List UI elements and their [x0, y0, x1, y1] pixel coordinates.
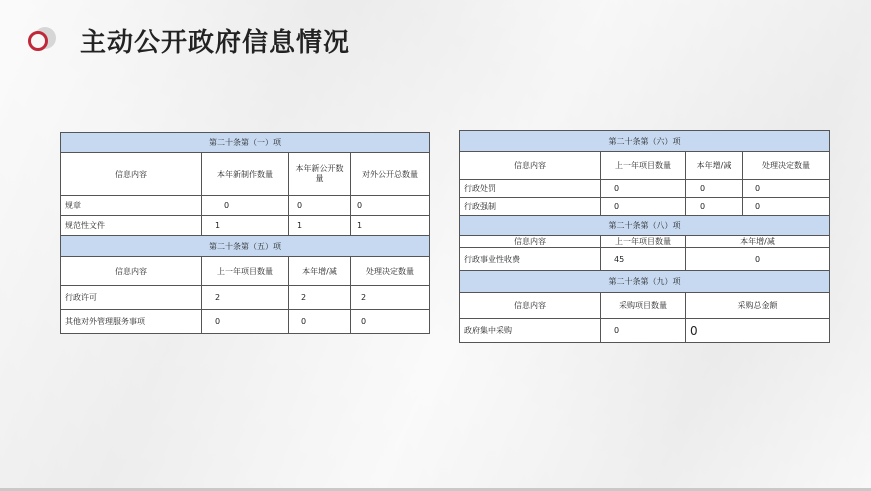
table-cell: 2: [202, 286, 289, 310]
table-cell: 2: [289, 286, 351, 310]
left-disclosure-table: [60, 132, 430, 334]
table-cell: 规章: [61, 196, 202, 216]
table-cell: 行政强制: [460, 198, 601, 216]
table-cell: 0: [202, 310, 289, 334]
column-header: 信息内容: [61, 257, 202, 286]
column-header: 处理决定数量: [351, 257, 430, 286]
table-cell: 45: [601, 248, 686, 271]
column-header: 信息内容: [460, 236, 601, 248]
page-title: 主动公开政府信息情况: [80, 27, 351, 58]
table-row: [61, 286, 430, 310]
table-cell: 2: [351, 286, 430, 310]
table-cell: 1: [289, 216, 351, 236]
section-title: 第二十条第（五）项: [61, 236, 430, 257]
table-row: [460, 180, 830, 198]
column-header: 信息内容: [61, 153, 202, 196]
column-header: 处理决定数量: [743, 152, 830, 180]
table-cell: 0: [601, 198, 686, 216]
table-cell: 政府集中采购: [460, 319, 601, 343]
column-header: 上一年项目数量: [601, 152, 686, 180]
page-header: [26, 22, 350, 58]
table-cell: 行政处罚: [460, 180, 601, 198]
table-cell: 0: [686, 198, 743, 216]
table-cell: 1: [202, 216, 289, 236]
table-row: [61, 216, 430, 236]
table-cell: 规范性文件: [61, 216, 202, 236]
section-title: 第二十条第（八）项: [460, 216, 830, 236]
column-header: 本年新制作数量: [202, 153, 289, 196]
table-cell: 其他对外管理服务事项: [61, 310, 202, 334]
table-cell: 0: [601, 319, 686, 343]
table-cell: 行政事业性收费: [460, 248, 601, 271]
ring-icon: [26, 25, 56, 55]
section-title: 第二十条第（九）项: [460, 271, 830, 293]
column-header: 对外公开总数量: [351, 153, 430, 196]
table-row: [61, 196, 430, 216]
table-cell: 0: [351, 196, 430, 216]
column-header: 本年增/减: [686, 152, 743, 180]
column-header: 采购总金额: [686, 293, 830, 319]
column-header: 采购项目数量: [601, 293, 686, 319]
table-cell: 0: [743, 180, 830, 198]
table-cell: 0: [289, 196, 351, 216]
table-row: [460, 248, 830, 271]
table-cell: 0: [351, 310, 430, 334]
table-cell: 0: [686, 180, 743, 198]
table-row: [61, 310, 430, 334]
column-header: 本年增/减: [686, 236, 830, 248]
column-header: 信息内容: [460, 152, 601, 180]
section-title: 第二十条第（六）项: [460, 131, 830, 152]
column-header: 本年增/减: [289, 257, 351, 286]
section-title: 第二十条第（一）项: [61, 133, 430, 153]
table-cell: 行政许可: [61, 286, 202, 310]
table-cell: 0: [686, 319, 830, 343]
column-header: 上一年项目数量: [202, 257, 289, 286]
table-cell: 0: [686, 248, 830, 271]
table-cell: 0: [202, 196, 289, 216]
table-cell: 1: [351, 216, 430, 236]
table-cell: 0: [601, 180, 686, 198]
table-cell: 0: [743, 198, 830, 216]
column-header: 本年新公开数量: [289, 153, 351, 196]
right-disclosure-table: [459, 130, 830, 343]
column-header: 上一年项目数量: [601, 236, 686, 248]
table-row: [460, 198, 830, 216]
column-header: 信息内容: [460, 293, 601, 319]
table-cell: 0: [289, 310, 351, 334]
table-row: [460, 319, 830, 343]
